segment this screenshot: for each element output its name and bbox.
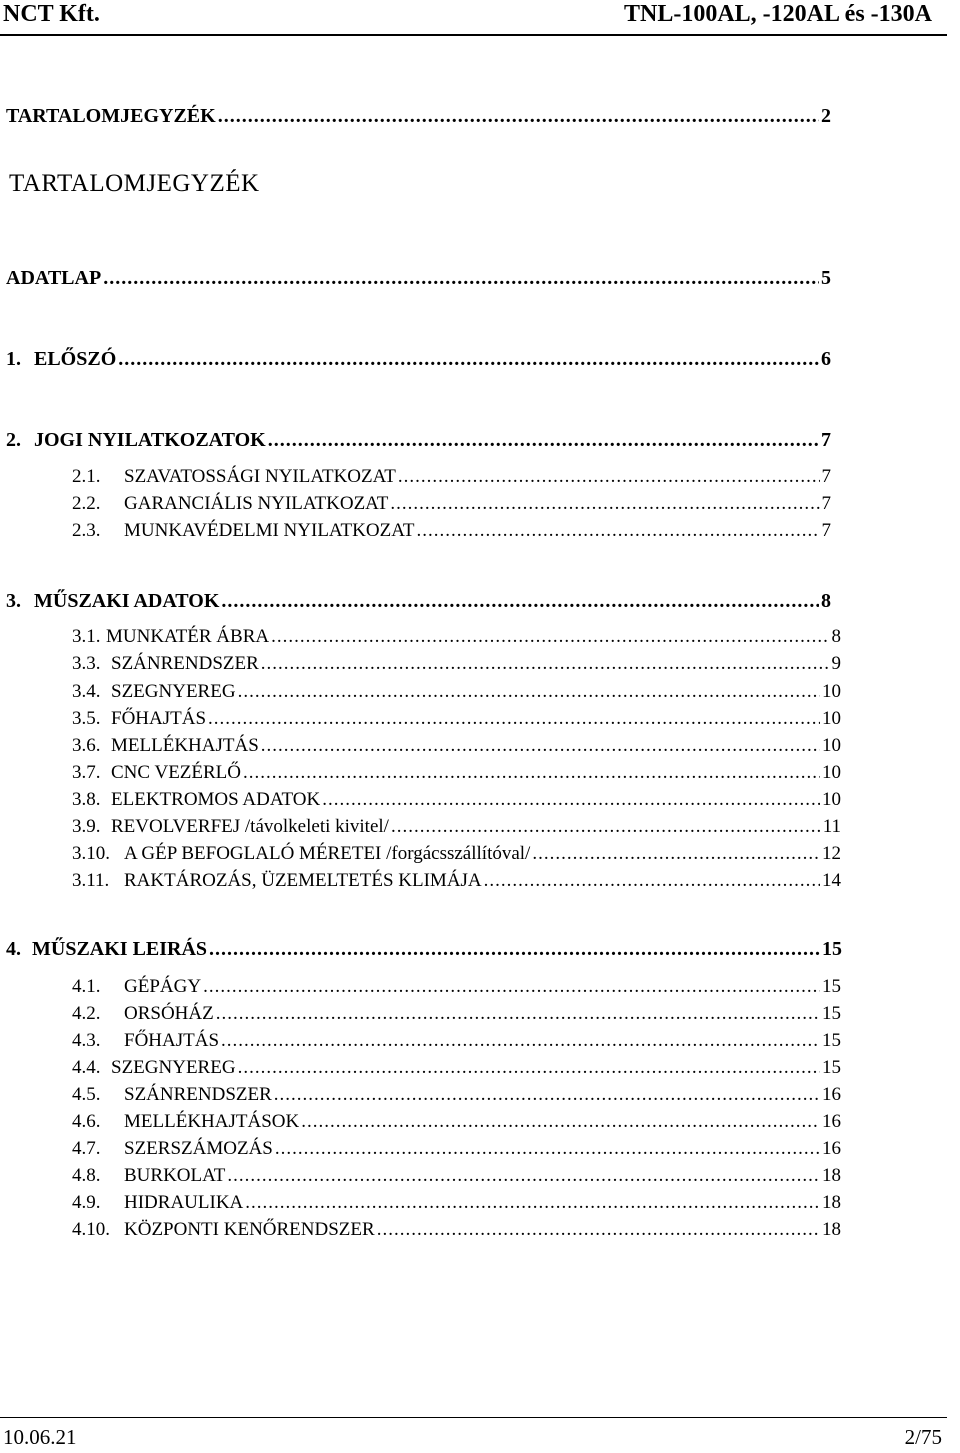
toc-entry-page: 8 [821,590,831,612]
toc-dot-leader [221,1030,820,1052]
toc-entry-title: TARTALOMJEGYZÉK [6,105,216,127]
toc-entry[interactable] [72,1057,841,1079]
toc-entry-title: MELLÉKHAJTÁS [111,735,259,756]
footer-date: 10.06.21 [3,1425,77,1449]
toc-entry[interactable] [72,708,841,730]
toc-heading: TARTALOMJEGYZÉK [9,170,260,197]
toc-dot-leader [245,1192,820,1214]
toc-entry[interactable] [72,626,841,648]
toc-entry-page: 8 [831,626,841,647]
toc-entry-number: 4.2. [72,1003,101,1024]
toc-dot-leader [216,1003,820,1025]
toc-entry-number: 4.3. [72,1030,101,1051]
toc-entry[interactable] [72,1030,841,1052]
toc-entry-title: JOGI NYILATKOZATOK [34,429,266,451]
toc-entry-number: 2.2. [72,493,101,514]
toc-entry-title: KÖZPONTI KENŐRENDSZER [124,1219,375,1240]
toc-entry[interactable] [72,1192,841,1214]
toc-entry-title: MUNKATÉR ÁBRA [106,626,270,647]
toc-dot-leader [118,348,819,371]
toc-entry[interactable] [72,789,841,811]
toc-entry-number: 4. [6,938,21,960]
company-name: NCT Kft. [3,1,100,27]
toc-entry-number: 3.6. [72,735,101,756]
toc-entry-number: 4.4. [72,1057,101,1078]
toc-entry-page: 7 [821,466,831,487]
toc-entry-page: 15 [822,976,841,997]
toc-entry[interactable] [6,590,831,613]
toc-entry[interactable] [72,1138,841,1160]
toc-entry-page: 6 [821,348,831,370]
toc-dot-leader [398,466,820,488]
toc-entry[interactable] [72,493,831,515]
toc-dot-leader [322,789,820,811]
footer-divider [0,1417,947,1418]
toc-dot-leader [208,708,820,730]
toc-entry[interactable] [72,762,841,784]
toc-entry[interactable] [6,105,831,128]
toc-entry-page: 7 [821,493,831,514]
toc-entry[interactable] [72,1165,841,1187]
toc-entry[interactable] [6,429,831,452]
toc-entry-page: 16 [822,1111,841,1132]
footer-page-number: 2/75 [904,1425,942,1449]
toc-entry-number: 4.10. [72,1219,110,1240]
toc-dot-leader [243,762,820,784]
toc-entry-number: 4.9. [72,1192,101,1213]
toc-entry-title: ELŐSZÓ [34,348,117,370]
toc-entry-page: 18 [822,1219,841,1240]
toc-entry-number: 3.7. [72,762,101,783]
toc-entry-page: 2 [821,105,831,127]
toc-entry[interactable] [72,735,841,757]
header-divider [0,34,947,36]
toc-entry[interactable] [72,681,841,703]
toc-dot-leader [484,870,820,892]
toc-dot-leader [103,267,819,290]
toc-entry[interactable] [6,348,831,371]
toc-entry-title: RAKTÁROZÁS, ÜZEMELTETÉS KLIMÁJA [124,870,482,891]
toc-entry-title: SZAVATOSSÁGI NYILATKOZAT [124,466,396,487]
toc-entry-number: 3.5. [72,708,101,729]
toc-entry-page: 14 [822,870,841,891]
toc-entry-title: REVOLVERFEJ /távolkeleti kivitel/ [111,816,389,837]
toc-entry-number: 4.5. [72,1084,101,1105]
toc-entry-page: 10 [822,762,841,783]
toc-entry-number: 3.8. [72,789,101,810]
toc-entry[interactable] [72,976,841,998]
toc-entry-page: 16 [822,1138,841,1159]
toc-entry-number: 4.6. [72,1111,101,1132]
toc-entry-number: 3.10. [72,843,110,864]
toc-entry-page: 11 [822,816,841,837]
toc-entry-number: 3.3. [72,653,101,674]
toc-entry-title: ORSÓHÁZ [124,1003,214,1024]
toc-dot-leader [274,1084,820,1106]
toc-entry[interactable] [72,1084,841,1106]
toc-entry-title: FŐHAJTÁS [124,1030,220,1051]
toc-dot-leader [271,626,829,648]
toc-entry-title: GÉPÁGY [124,976,202,997]
toc-entry[interactable] [72,843,841,865]
toc-dot-leader [261,653,830,675]
toc-entry-number: 3.9. [72,816,101,837]
toc-entry-page: 5 [821,267,831,289]
toc-entry[interactable] [72,816,841,838]
toc-dot-leader [218,105,819,128]
toc-entry-title: MŰSZAKI ADATOK [34,590,220,612]
toc-entry-number: 2.3. [72,520,101,541]
toc-dot-leader [301,1111,820,1133]
toc-entry-page: 15 [822,1030,841,1051]
toc-dot-leader [227,1165,820,1187]
toc-entry-number: 4.8. [72,1165,101,1186]
toc-entry[interactable] [72,466,831,488]
toc-dot-leader [261,735,820,757]
toc-entry-page: 15 [822,1057,841,1078]
toc-entry-number: 3.1. [72,626,101,647]
toc-dot-leader [268,429,819,452]
toc-entry-title: MUNKAVÉDELMI NYILATKOZAT [124,520,415,541]
toc-entry[interactable] [72,1003,841,1025]
toc-entry-number: 2. [6,429,21,451]
toc-entry-title: SZEGNYEREG [111,681,236,702]
toc-entry-title: SZEGNYEREG [111,1057,236,1078]
toc-entry-page: 10 [822,789,841,810]
toc-dot-leader [209,938,820,961]
toc-entry[interactable] [72,1219,841,1241]
toc-dot-leader [532,843,820,865]
toc-entry[interactable] [72,520,831,542]
toc-dot-leader [275,1138,820,1160]
toc-dot-leader [416,520,819,542]
toc-entry-page: 9 [831,653,841,674]
toc-entry-number: 1. [6,348,21,370]
toc-dot-leader [238,681,820,703]
toc-entry-number: 4.7. [72,1138,101,1159]
toc-entry[interactable] [6,938,842,961]
toc-dot-leader [221,590,819,613]
toc-entry[interactable] [72,870,841,892]
document-model-title: TNL-100AL, -120AL és -130A [623,1,932,27]
toc-entry-number: 3.11. [72,870,110,891]
toc-entry-title: SZERSZÁMOZÁS [124,1138,273,1159]
toc-entry-number: 2.1. [72,466,101,487]
page-header [0,0,960,38]
toc-entry-number: 3.4. [72,681,101,702]
toc-entry-title: HIDRAULIKA [124,1192,244,1213]
toc-entry-title: CNC VEZÉRLŐ [111,762,242,783]
toc-entry-page: 7 [821,520,831,541]
toc-entry-page: 15 [822,1003,841,1024]
toc-entry-title: FŐHAJTÁS [111,708,207,729]
toc-dot-leader [238,1057,820,1079]
toc-entry-page: 15 [822,938,842,960]
toc-entry-page: 18 [822,1165,841,1186]
toc-entry[interactable] [72,653,841,675]
toc-entry-title: SZÁNRENDSZER [111,653,259,674]
toc-entry-title: GARANCIÁLIS NYILATKOZAT [124,493,389,514]
toc-entry-number: 4.1. [72,976,101,997]
toc-dot-leader [390,493,819,515]
toc-entry-title: MELLÉKHAJTÁSOK [124,1111,300,1132]
toc-entry-page: 16 [822,1084,841,1105]
toc-entry[interactable] [6,267,831,290]
toc-entry-page: 7 [821,429,831,451]
toc-entry-number: 3. [6,590,21,612]
toc-entry-page: 18 [822,1192,841,1213]
toc-dot-leader [203,976,820,998]
toc-entry[interactable] [72,1111,841,1133]
toc-entry-page: 12 [822,843,841,864]
toc-entry-title: BURKOLAT [124,1165,226,1186]
toc-dot-leader [391,816,821,838]
toc-entry-title: SZÁNRENDSZER [124,1084,272,1105]
toc-entry-page: 10 [822,708,841,729]
toc-entry-title: ELEKTROMOS ADATOK [111,789,321,810]
toc-entry-title: ADATLAP [6,267,102,289]
toc-dot-leader [377,1219,820,1241]
toc-entry-page: 10 [822,735,841,756]
toc-entry-page: 10 [822,681,841,702]
toc-entry-title: A GÉP BEFOGLALÓ MÉRETEI /forgácsszállítóval/ [124,843,531,864]
toc-entry-title: MŰSZAKI LEIRÁS [32,938,208,960]
